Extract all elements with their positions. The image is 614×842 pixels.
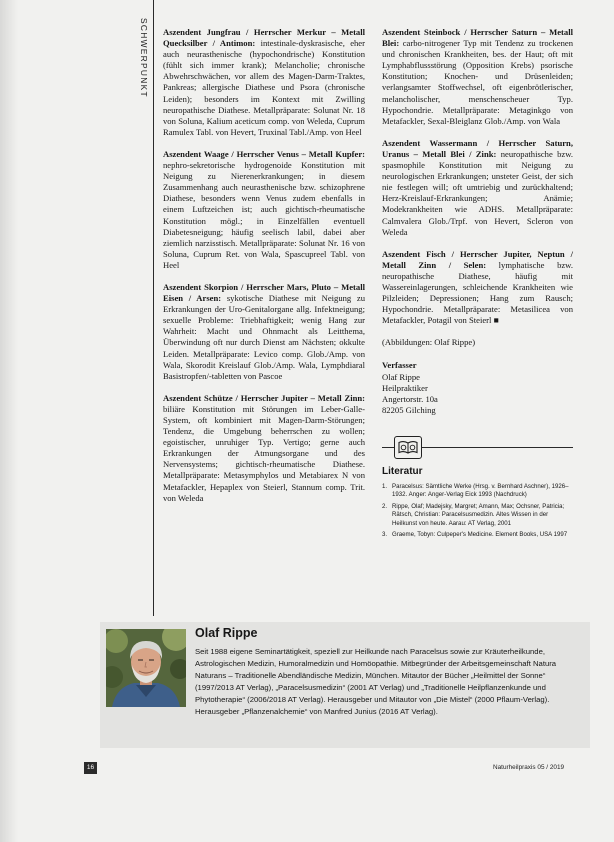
bio-name: Olaf Rippe bbox=[195, 626, 258, 640]
bio-text: Seit 1988 eigene Seminartätigkeit, speziell zur Heilkunde nach Paracelsus sowie zur Kräuterheilkunde, Astrologischen Medizin, Humoralmedizin und Homöopathie. Mitbegründer der Arbeitsgemeinschaft Natura Naturans – Traditionelle Abendländische Medizin, München. Mitautor der Bücher „Heilmittel der Sonne“ (1997/2013 AT Verlag), „Paracelsusmedizin“ (2001 AT Verlag) und „Traditionelle Heilpflanzenkunde und Phytotherapie“ (2006/2018 AT Verlag). Herausgeber und Mitautor von „Die Mistel“ (2000 Pflaum-Verlag). Herausgeber „Pflanzenalchemie“ von Manfred Junius (2016 AT Verlag). bbox=[195, 647, 557, 716]
book-icon bbox=[394, 436, 422, 459]
entry-heading: Aszendent Steinbock / Herrscher Saturn – Metall Blei: bbox=[382, 27, 573, 49]
author-block bbox=[382, 360, 573, 415]
entry-schuetze bbox=[163, 393, 365, 504]
left-column bbox=[163, 27, 365, 515]
reference-item bbox=[382, 531, 573, 539]
author-street: Angertorstr. 10a bbox=[382, 393, 438, 404]
entry-body: intestinale-dyskrasische, eher auch neurasthenische (hypochondrische) Konstitution (fühlt sich immer krank); Melancholie; chronische Abwehrschwächen, vor allem des Magen-Darm-Traktes, Pankreas; allergische Diathese und Psora (chronische Leiden); besonders im Kontext mit Zwilling neuropathische Diathese. Metallpräparate: Solunat Nr. 18 von Soluna, Kalium aceticum comp. von Weleda, Cuprum Ramulex Tabl. von Hevert, Truxinal Tabl./Amp. von Heel bbox=[163, 38, 365, 137]
right-column bbox=[382, 27, 573, 542]
reference-text: Rippe, Olaf; Madejsky, Margret; Amann, Max; Ochsner, Patricia; Rätsch, Christian: Paracelsusmedizin. Altes Wissen in der Heilkunst von heute. Aarau: AT Verlag, 2001 bbox=[392, 502, 565, 527]
entry-wassermann bbox=[382, 138, 573, 238]
journal-issue: Naturheilpraxis 05 / 2019 bbox=[493, 764, 565, 771]
entry-heading: Aszendent Fisch / Herrscher Jupiter, Neptun / Metall Zinn / Selen: bbox=[382, 248, 573, 270]
author-city: 82205 Gilching bbox=[382, 404, 436, 415]
entry-heading: Aszendent Jungfrau / Herrscher Merkur – Metall Quecksilber / Antimon: bbox=[163, 27, 365, 49]
entry-jungfrau bbox=[163, 27, 365, 138]
scan-edge-shadow bbox=[0, 0, 18, 842]
literature-divider bbox=[382, 436, 573, 458]
reference-number: 3. bbox=[382, 530, 388, 538]
reference-number: 1. bbox=[382, 482, 388, 490]
entry-skorpion bbox=[163, 282, 365, 382]
page-number: 16 bbox=[84, 762, 97, 774]
entry-body: sykotische Diathese mit Neigung zu Erkrankungen der Uro-Genitalorgane allg. Infektneigung; sexuelle Probleme: Triebhaftigkeit; wenig Hang zur Wahrheit: Macht und Ohnmacht als Leitthema, Überwindung oft nur durch Dienst am Nächsten; okkulte Leiden. Metallpräparate: Levico comp. Glob./Amp. von Wala, Skorodit Kreislauf Glob./Amp. Wala, Lymphdiaral Basistropfen/-tabletten von Pascoe bbox=[163, 293, 365, 381]
author-photo bbox=[106, 629, 186, 707]
literature-title: Literatur bbox=[382, 465, 423, 477]
image-credit: (Abbildungen: Olaf Rippe) bbox=[382, 337, 476, 348]
section-divider bbox=[153, 0, 154, 616]
reference-item bbox=[382, 503, 573, 528]
author-label: Verfasser bbox=[382, 360, 417, 371]
entry-body: carbo-nitrogener Typ mit Tendenz zu trockenen und chronischen Krankheiten, bes. der Haut; oft mit Lymphabflussstörung (Opposition Krebs) psorische Konstitution; Knochen- und Drüsenleiden; verlangsamter Stoffwechsel, oft eigenbrötlerischer, melancholischer, menschenscheuer Typ. Hypochondrie. Metallpräparate: Metaginkgo von Metafackler, Sexal-Bleiglanz Glob./Amp. von Wala bbox=[382, 38, 573, 126]
entry-heading: Aszendent Waage / Herrscher Venus – Metall Kupfer: bbox=[163, 148, 365, 159]
reference-item bbox=[382, 483, 573, 500]
entry-body: neuropathische bzw. spasmophile Konstitution mit Neigung zu neurologischen Erkrankungen; unsteter Geist, der sich nie festlegen will; oft umtriebig und zurückhaltend; Herz-Kreislauf-Erkrankungen; Anämie; Modekrankheiten wie ADHS. Metallpräparate: Calmvalera Glob./Trpf. von Hevert, Scleron von Weleda bbox=[382, 148, 574, 237]
entry-heading: Aszendent Skorpion / Herrscher Mars, Pluto – Metall Eisen / Arsen: bbox=[163, 281, 365, 304]
entry-body: lymphatische bzw. neuropathische Diathese, häufig mit Wassereinlagerungen, schleichende Krankheiten wie Pilzleiden; Depressionen; Hang zum Rausch; Hypochondrie. Metallpräparate: Metasilicea von Metafackler, Potagil von Steierl ■ bbox=[382, 259, 573, 326]
entry-fisch bbox=[382, 249, 573, 327]
entry-heading: Aszendent Wassermann / Herrscher Saturn, Uranus – Metall Blei / Zink: bbox=[382, 137, 573, 159]
entry-body: nephro-sekretorische hydrogenoide Konstitution mit Neigung zu Nierenerkrankungen; in diesem Zusammenhang auch neurasthenische bzw. schizophrene Diathese, besonders wenn Venus zudem ebenfalls in einem Luftzeichen ist; auch gichtisch-rheumatische Konstitution mögl.; in Einzelfällen eventuell Diabetesneigung; häufig seelisch labil, dabei aber ziemlich narzisstisch. Metallpräparate: Solunat Nr. 16 von Soluna, Cuprum Ret. von Wala, Spascupreel Tabl. von Heel bbox=[163, 160, 365, 270]
author-bio-box bbox=[100, 622, 590, 748]
author-name: Olaf Rippe bbox=[382, 371, 420, 382]
reference-number: 2. bbox=[382, 502, 388, 510]
entry-waage bbox=[163, 149, 365, 271]
entry-body: biliäre Konstitution mit Störungen im Leber-Galle-System, oft kombiniert mit Magen-Darm-Störungen; Tendenz, die Umgebung beherrschen zu wollen; egoistischer, unruhiger Typ. Vertigo; gerne auch Erkrankungen der Atmungsorgane und des Nervensystems; gichtisch-rheumatische Diathese. Metallpräparate: Metasymphylos und Metabiarex N von Metafackler, Hepaplex von Steierl, Stannum comp. Trit. von Weleda bbox=[163, 403, 365, 503]
reference-text: Graeme, Tobyn: Culpeper's Medicine. Element Books, USA 1997 bbox=[392, 530, 568, 538]
section-label: SCHWERPUNKT bbox=[139, 18, 149, 98]
reference-text: Paracelsus: Sämtliche Werke (Hrsg. v. Bernhard Aschner), 1926–1932. Anger: Anger-Verlag Eick 1993 (Nachdruck) bbox=[392, 482, 569, 499]
entry-steinbock bbox=[382, 27, 573, 127]
entry-heading: Aszendent Schütze / Herrscher Jupiter – Metall Zinn: bbox=[163, 392, 365, 403]
author-profession: Heilpraktiker bbox=[382, 382, 428, 393]
